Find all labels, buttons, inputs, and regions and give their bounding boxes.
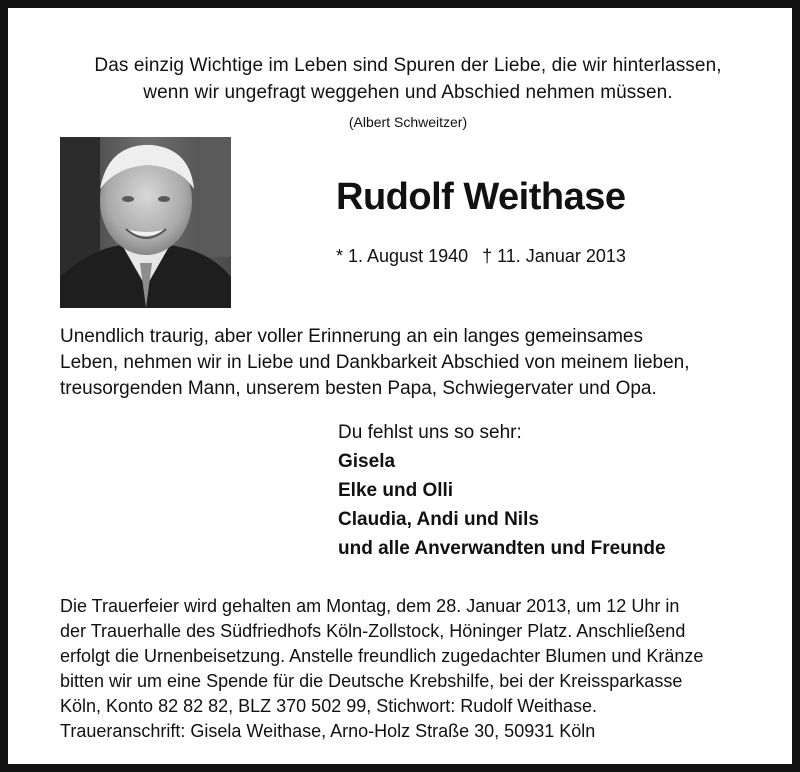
message-line: treusorgenden Mann, unserem besten Papa, Schwiegervater und Opa. xyxy=(60,378,657,399)
mourner-name: Claudia, Andi und Nils xyxy=(338,509,539,530)
mourner-name: und alle Anverwandten und Freunde xyxy=(338,538,666,559)
signoff-intro: Du fehlst uns so sehr: xyxy=(338,422,522,443)
message-line: Unendlich traurig, aber voller Erinnerung an ein langes gemeinsames xyxy=(60,326,643,347)
death-date: † 11. Januar 2013 xyxy=(482,246,626,266)
notice-line: Traueranschrift: Gisela Weithase, Arno-Holz Straße 30, 50931 Köln xyxy=(60,721,596,741)
birth-date: * 1. August 1940 xyxy=(336,246,469,266)
quote-author: (Albert Schweitzer) xyxy=(348,114,468,130)
notice-line: erfolgt die Urnenbeisetzung. Anstelle freundlich zugedachter Blumen und Kränze xyxy=(60,646,704,666)
quote-line: Das einzig Wichtige im Leben sind Spuren der Liebe, die wir hinterlassen, xyxy=(94,55,722,76)
portrait-image xyxy=(60,137,231,308)
mourning-message xyxy=(60,324,780,402)
message-line: Leben, nehmen wir in Liebe und Dankbarkeit Abschied von meinem lieben, xyxy=(60,352,690,373)
notice-line: der Trauerhalle des Südfriedhofs Köln-Zollstock, Höninger Platz. Anschließend xyxy=(60,621,686,641)
portrait-photo xyxy=(60,137,231,308)
mourner-name: Gisela xyxy=(338,451,396,472)
life-dates xyxy=(336,244,626,268)
quote-line: wenn wir ungefragt weggehen und Abschied nehmen müssen. xyxy=(143,82,673,103)
mourner-name: Elke und Olli xyxy=(338,480,454,501)
notice-line: Köln, Konto 82 82 82, BLZ 370 502 99, Stichwort: Rudolf Weithase. xyxy=(60,696,598,716)
deceased-name: Rudolf Weithase xyxy=(336,176,626,218)
quote xyxy=(36,52,780,106)
signoff xyxy=(338,418,778,563)
funeral-notice xyxy=(60,594,780,744)
notice-line: Die Trauerfeier wird gehalten am Montag, dem 28. Januar 2013, um 12 Uhr in xyxy=(60,596,680,616)
notice-line: bitten wir um eine Spende für die Deutsche Krebshilfe, bei der Kreissparkasse xyxy=(60,671,683,691)
